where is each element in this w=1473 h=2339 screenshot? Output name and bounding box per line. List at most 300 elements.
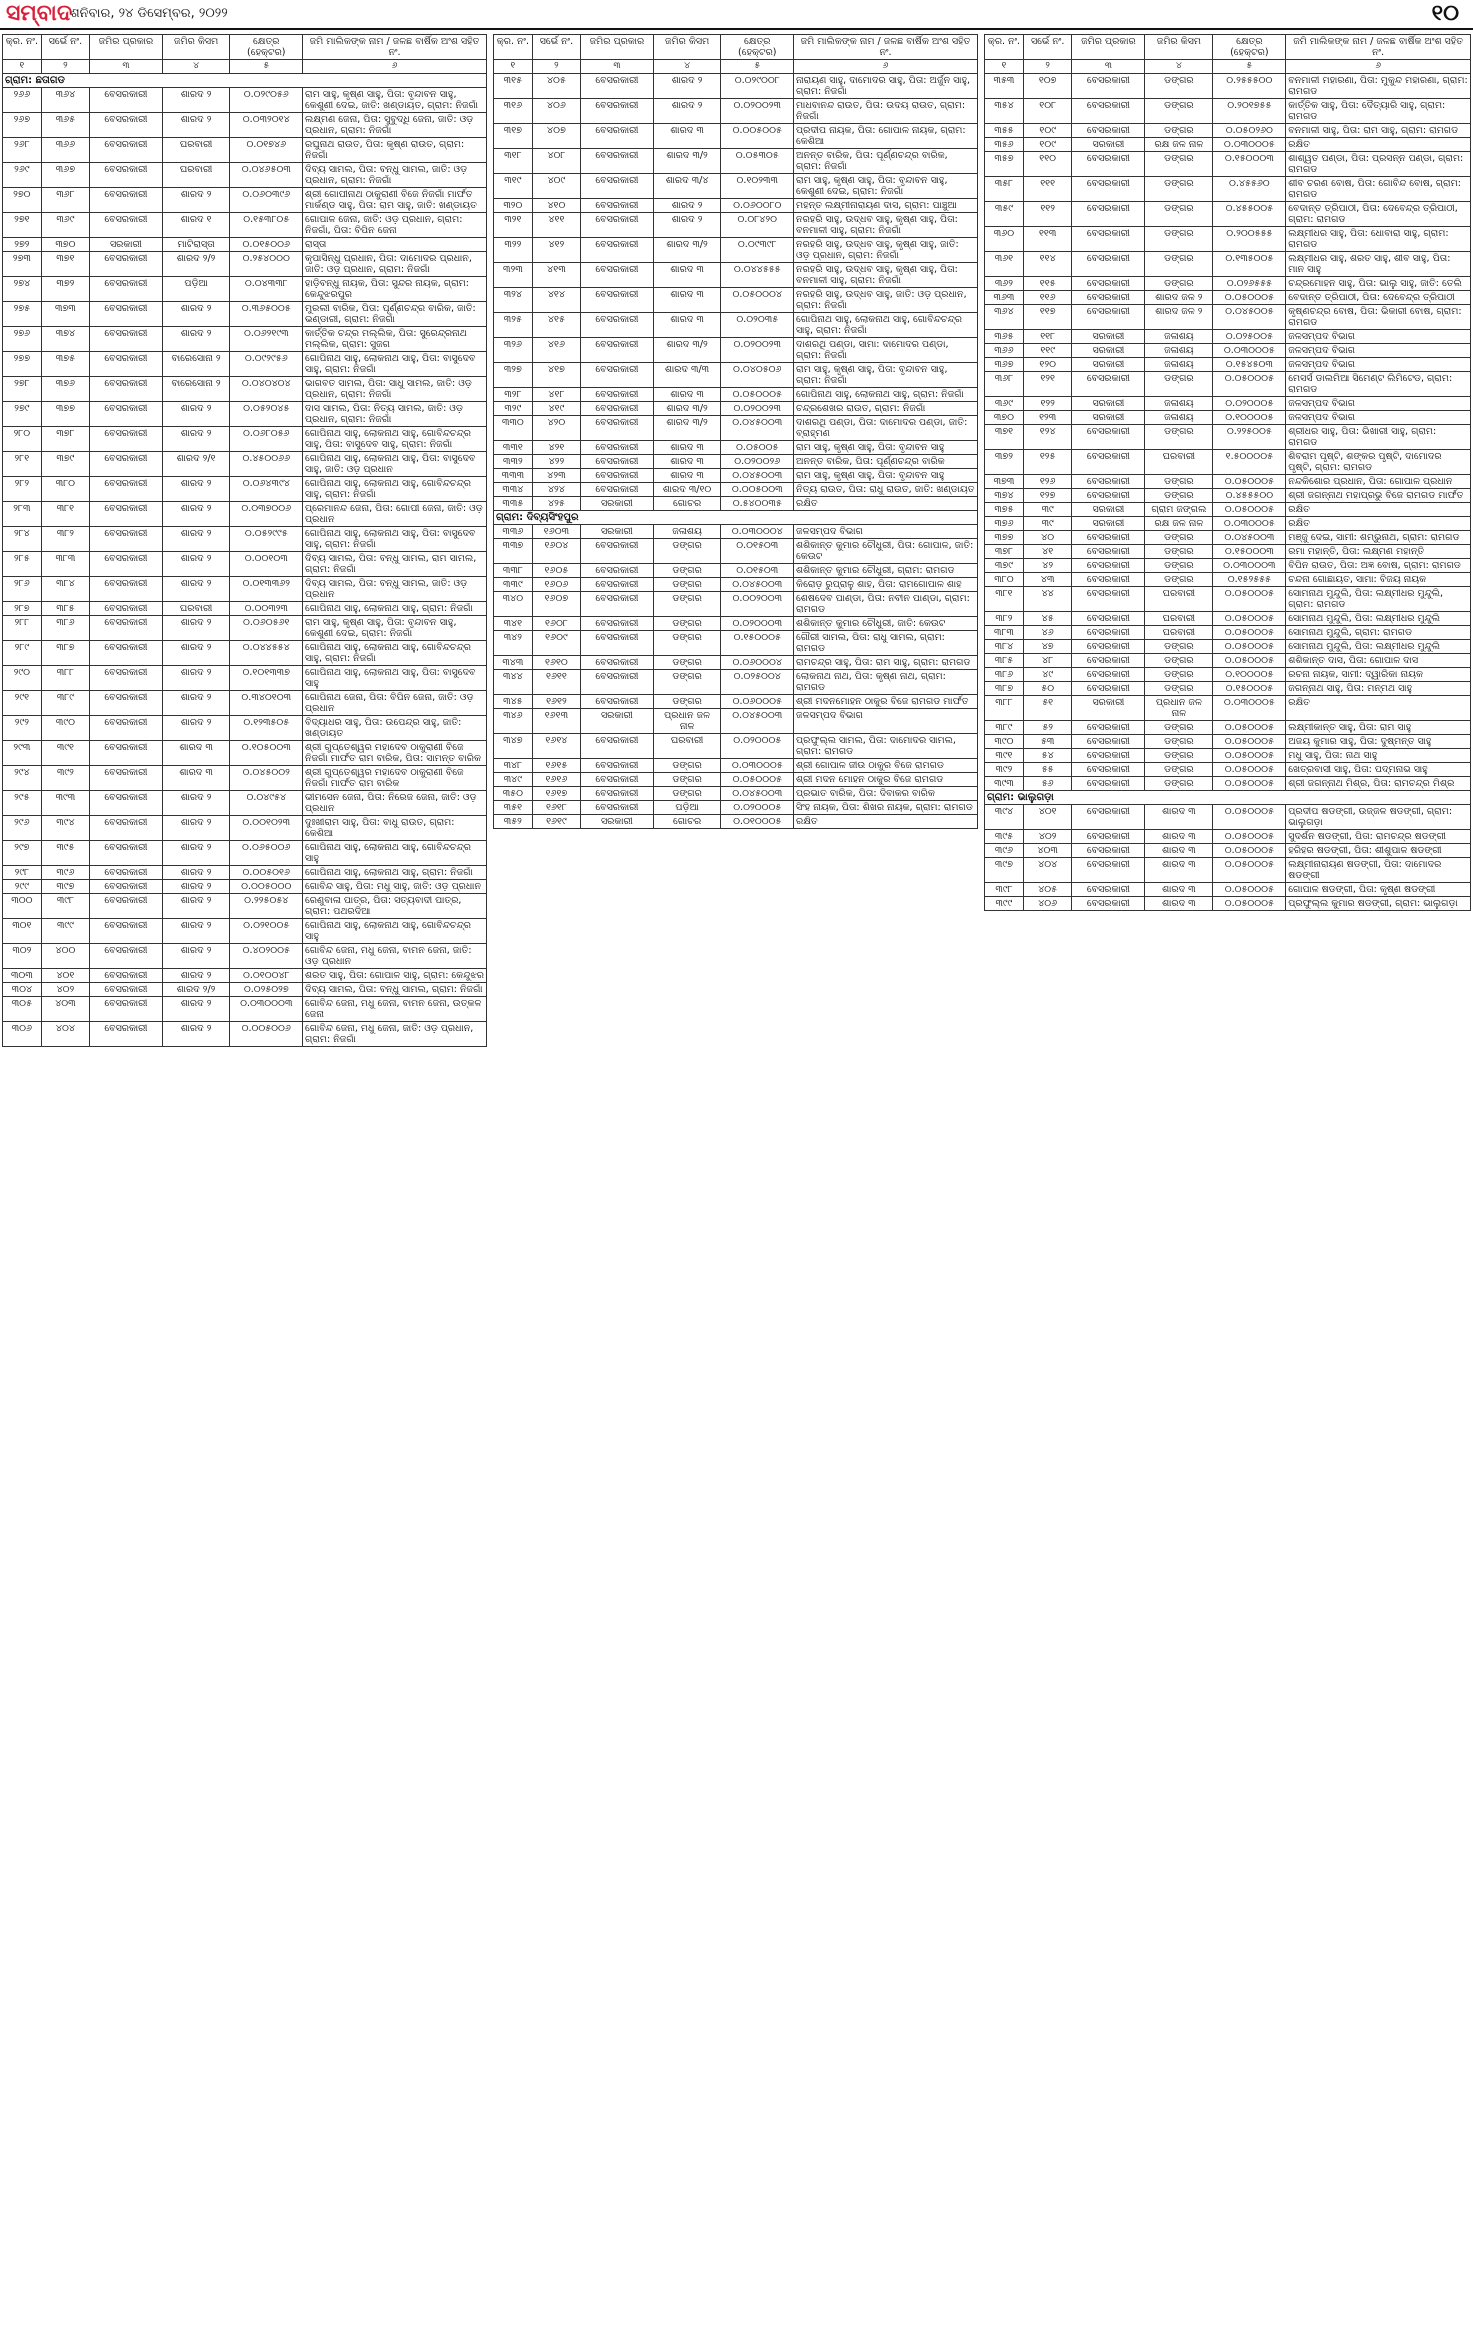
cell-sl: ୨୯୬ (3, 816, 42, 841)
cell-type: ସରକାରୀ (581, 525, 654, 539)
cell-area: ୦.୦୧୦୦୦୫ (721, 815, 794, 829)
header-owner: ଜମି ମାଲିକଙ୍କ ନାମ / ଜଳଛ ବାର୍ଷିକ ଅଂଶ ସହିତ ନଂ. (1286, 35, 1471, 60)
table-row (985, 330, 1471, 344)
cell-area: ୦.୦୬୦୦୦୪ (721, 656, 794, 670)
table-row (985, 124, 1471, 138)
cell-kisam: ଶାରଦ ୩/୨ (653, 149, 721, 174)
cell-type: ବେସରକାରୀ (581, 441, 654, 455)
table-row (494, 525, 978, 539)
cell-kisam: ଶାରଦ ୩ (1145, 858, 1213, 883)
header-number: ୧ (985, 60, 1024, 74)
cell-kisam: ଡଙ୍ଗର (653, 670, 721, 695)
table-row (985, 531, 1471, 545)
cell-owner: ଗୋପିନାଥ ସାହୁ, ଲୋକନାଥ ସାହୁ, ଗୋବିନ୍ଦଚନ୍ଦ୍ର ସାହୁ, ଗ୍ରାମ: ନିଜଗାଁ (303, 477, 487, 502)
cell-sl: ୩୦୩ (3, 969, 42, 983)
cell-owner: ଜଳସମ୍ପଦ ବିଭାଗ (1286, 330, 1471, 344)
cell-type: ବେସରକାରୀ (1072, 749, 1145, 763)
village-row (985, 791, 1471, 805)
cell-kisam: ଶାରଦ ୩/୨ (653, 402, 721, 416)
table-row (3, 641, 487, 666)
header-type: ଜମିର ପ୍ରକାର (1072, 35, 1145, 60)
cell-type: ବେସରକାରୀ (1072, 74, 1145, 99)
cell-plot: ୩୮୫ (41, 602, 89, 616)
cell-type: ବେସରକାରୀ (581, 670, 654, 695)
cell-plot: ୧୨୩ (1023, 411, 1072, 425)
cell-type: ବେସରକାରୀ (90, 919, 163, 944)
cell-type: ବେସରକାରୀ (90, 866, 163, 880)
cell-area: ୦.୧୫୦୦୦୩ (1213, 152, 1286, 177)
cell-kisam: ଜଳାଶୟ (1145, 344, 1213, 358)
cell-sl: ୩୬୧ (985, 252, 1024, 277)
cell-owner: ଶାଶ୍ୱତ ପଣ୍ଡା, ପିତା: ପ୍ରସନ୍ନ ପଣ୍ଡା, ଗ୍ରାମ: ରାମଗଡ (1286, 152, 1471, 177)
table-row (985, 291, 1471, 305)
table-row (3, 188, 487, 213)
cell-sl: ୩୭୪ (985, 489, 1024, 503)
table-row (985, 277, 1471, 291)
cell-plot: ୪୦୩ (41, 997, 89, 1022)
cell-plot: ୩୮୦ (41, 477, 89, 502)
cell-area: ୦.୦୦୫୦୦୦ (230, 880, 303, 894)
cell-kisam: ଶାରଦ ୨ (162, 641, 230, 666)
cell-kisam: ଡଙ୍ଗର (653, 759, 721, 773)
cell-kisam: ଡଙ୍ଗର (1145, 735, 1213, 749)
cell-plot: ୧୧୯ (1023, 344, 1072, 358)
header-plot: ସର୍ଭେ ନଂ. (1023, 35, 1072, 60)
cell-plot: ୧୬୧୨ (532, 695, 580, 709)
cell-type: ବେସରକାରୀ (1072, 450, 1145, 475)
cell-sl: ୩୯୪ (985, 805, 1024, 830)
cell-owner: ଶ୍ରୀ ଜଗନ୍ନାଥ ମହାପ୍ରଭୁ ବିଜେ ରାମଗଡ ମାର୍ଫତ (1286, 489, 1471, 503)
cell-plot: ୧୬୧୮ (532, 801, 580, 815)
table-row (494, 199, 978, 213)
cell-sl: ୩୧୮ (494, 149, 533, 174)
cell-kisam: ଡଙ୍ଗର (1145, 475, 1213, 489)
header-plot: ସର୍ଭେ ନଂ. (532, 35, 580, 60)
cell-plot: ୩୭୪ (41, 327, 89, 352)
cell-plot: ୧୬୦୮ (532, 617, 580, 631)
cell-sl: ୨୯୩ (3, 741, 42, 766)
cell-owner: ସୋମନାଥ ମୁନ୍ଦୁଲି, ପିତା: ଲକ୍ଷ୍ମୀଧର ମୁନ୍ଦୁଲି, ଗ୍ରାମ: ରାମଗଡ (1286, 587, 1471, 612)
cell-area: ୦.୦୩୦୦୦୫ (1213, 517, 1286, 531)
cell-plot: ୩୯୫ (41, 841, 89, 866)
cell-area: ୦.୦୬୦୦୦୫ (721, 695, 794, 709)
cell-area: ୦.୪୫୦୦୬୬ (230, 452, 303, 477)
cell-owner: ରକ୍ଷିତ (794, 815, 978, 829)
cell-kisam: ଶାରଦ ୩ (1145, 844, 1213, 858)
cell-area: ୦.୦୫୦୦୦୫ (1213, 503, 1286, 517)
table-row (3, 327, 487, 352)
cell-type: ବେସରକାରୀ (581, 149, 654, 174)
table-row (494, 815, 978, 829)
cell-owner: ଲକ୍ଷ୍ମୀକାନ୍ତ ସାହୁ, ପିତା: ରାମ ସାହୁ (1286, 721, 1471, 735)
cell-type: ବେସରକାରୀ (90, 452, 163, 477)
cell-sl: ୩୨୨ (494, 238, 533, 263)
cell-owner: ଖେତ୍ରବାସୀ ସାହୁ, ପିତା: ପଦ୍ମନାଭ ସାହୁ (1286, 763, 1471, 777)
table-row (494, 288, 978, 313)
cell-kisam: ଶାରଦ ୨ (653, 74, 721, 99)
cell-area: ୦.୧୫୦୦୦୫ (1213, 682, 1286, 696)
table-row (985, 177, 1471, 202)
cell-plot: ୪୧୩ (532, 263, 580, 288)
cell-owner: ପ୍ରଭାତ ବାରିକ, ପିତା: ଦିବାକର ବାରିକ (794, 787, 978, 801)
cell-area: ୦.୦୫୦୦୦୫ (721, 773, 794, 787)
cell-plot: ୩୬୭ (41, 163, 89, 188)
cell-area: ୦.୦୪୦୫୦୬ (721, 363, 794, 388)
cell-sl: ୩୦୬ (3, 1022, 42, 1047)
cell-area: ୦.୦୯୨୯୫୬ (230, 352, 303, 377)
cell-area: ୦.୦୩୦୦୦୫ (1213, 138, 1286, 152)
cell-owner: ରକ୍ଷିତ (794, 497, 978, 511)
cell-plot: ୩୯୦ (41, 716, 89, 741)
cell-plot: ୪୭ (1023, 640, 1072, 654)
cell-area: ୦.୦୫୦୦୦୫ (1213, 654, 1286, 668)
masthead-rule (0, 28, 1473, 30)
cell-owner: ରାମ ସାହୁ, କୃଷ୍ଣ ସାହୁ, ପିତା: ବୃନ୍ଦାବନ ସାହୁ, କେଶୁଣୀ ଦେଇ, ଗ୍ରାମ: ନିଜଗାଁ (303, 616, 487, 641)
table-row (494, 99, 978, 124)
table-row (985, 696, 1471, 721)
cell-type: ବେସରକାରୀ (581, 631, 654, 656)
cell-sl: ୨୭୨ (3, 238, 42, 252)
cell-owner: ନାରାୟଣ ସାହୁ, ଦାମୋଦର ସାହୁ, ପିତା: ଅର୍ଜୁନ ସାହୁ, ଗ୍ରାମ: ନିଜଗାଁ (794, 74, 978, 99)
table-row (3, 766, 487, 791)
table-row (985, 858, 1471, 883)
cell-plot: ୩୭୦ (41, 238, 89, 252)
cell-type: ବେସରକାରୀ (1072, 573, 1145, 587)
table-row (494, 497, 978, 511)
table-row (985, 489, 1471, 503)
cell-kisam: ଡଙ୍ଗର (653, 617, 721, 631)
cell-area: ୦.୦୩୦୦୦୩ (1213, 559, 1286, 573)
cell-plot: ୩୮୧ (41, 502, 89, 527)
table-row (494, 617, 978, 631)
table-row (494, 388, 978, 402)
cell-type: ବେସରକାରୀ (1072, 372, 1145, 397)
cell-kisam: ଡଙ୍ଗର (1145, 252, 1213, 277)
cell-owner: ଶଶିକାନ୍ତ ଦାସ, ପିତା: ଗୋପାଳ ଦାସ (1286, 654, 1471, 668)
cell-type: ବେସରକାରୀ (581, 416, 654, 441)
cell-plot: ୩୯୭ (41, 880, 89, 894)
village-row (3, 74, 487, 88)
column-1 (2, 34, 487, 2334)
cell-plot: ୧୬୧୫ (532, 759, 580, 773)
cell-sl: ୩୪୮ (494, 759, 533, 773)
cell-sl: ୨୭୫ (3, 302, 42, 327)
cell-sl: ୩୫୬ (985, 138, 1024, 152)
cell-owner: ହାଡ଼ିବନ୍ଧୁ ନାୟକ, ପିତା: ସୁନ୍ଦର ନାୟକ, ଗ୍ରାମ: କେନ୍ଦୁଝରପୁର (303, 277, 487, 302)
cell-area: ୦.୦୪୫୦୦୨ (230, 766, 303, 791)
cell-plot: ୪୨ (1023, 559, 1072, 573)
cell-kisam: ଡଙ୍ଗର (653, 592, 721, 617)
cell-area: ୦.୦୦୧୦୩ (230, 552, 303, 577)
cell-kisam: ବାରେସୋନା ୨ (162, 377, 230, 402)
cell-sl: ୨୮୨ (3, 477, 42, 502)
cell-plot: ୩୯୬ (41, 866, 89, 880)
cell-kisam: ଘରବାରୀ (1145, 626, 1213, 640)
cell-kisam: ଶାରଦ ୩/୨ (653, 416, 721, 441)
cell-sl: ୩୬୪ (985, 305, 1024, 330)
cell-owner: ଗୋପିନାଥ ସାହୁ, ଲୋକନାଥ ସାହୁ, ଗୋବିନ୍ଦଚନ୍ଦ୍ର ସାହୁ, ପିତା: ବାସୁଦେବ ସାହୁ, ଗ୍ରାମ: ନିଜଗାଁ (303, 427, 487, 452)
masthead (0, 0, 1473, 26)
cell-area: ୦.୦୧୫୦୩ (721, 539, 794, 564)
cell-type: ବେସରକାରୀ (1072, 640, 1145, 654)
table-row (3, 741, 487, 766)
cell-kisam: ଶାରଦ ୨ (162, 113, 230, 138)
cell-plot: ୩୯୪ (41, 816, 89, 841)
cell-owner: ଶ୍ରୀ ମଦନ ମୋହନ ଠାକୁର ବିଜେ ରାମଗଡ (794, 773, 978, 787)
cell-area: ୦.୦୪୪୫୫୫ (721, 263, 794, 288)
cell-area: ୦.୦୫୦୦୦୫ (1213, 626, 1286, 640)
cell-sl: ୨୬୯ (3, 163, 42, 188)
cell-plot: ୪୦୨ (41, 983, 89, 997)
table-row (985, 805, 1471, 830)
cell-type: ବେସରକାରୀ (90, 616, 163, 641)
cell-sl: ୨୭୮ (3, 377, 42, 402)
land-table-2 (493, 34, 978, 829)
cell-owner: ଦାସ ସାମଲ, ପିତା: ନିତ୍ୟ ସାମଲ, ଜାତି: ଓଡ଼ ପ୍ରଧାନ, ଗ୍ରାମ: ନିଜଗାଁ (303, 402, 487, 427)
table-row (985, 735, 1471, 749)
cell-kisam: ରକ୍ଷ ଜଳ ନାଳ (1145, 517, 1213, 531)
cell-owner: ଜଳସମ୍ପଦ ବିଭାଗ (1286, 397, 1471, 411)
cell-kisam: ଶାରଦ ୨ (162, 527, 230, 552)
cell-sl: ୩୦୦ (3, 894, 42, 919)
cell-owner: ଗୌରୀ ସାମଲ, ପିତା: ରାଧୁ ସାମଲ, ଗ୍ରାମ: ରାମଗଡ (794, 631, 978, 656)
cell-owner: ଗୋପିନାଥ ସାହୁ, ଲୋକନାଥ ସାହୁ, ଗୋବିନ୍ଦଚନ୍ଦ୍ର ସାହୁ, ଗ୍ରାମ: ନିଜଗାଁ (794, 313, 978, 338)
table-row (3, 252, 487, 277)
cell-owner: ମେସର୍ସ ଡାଲମିଆ ସିମେଣ୍ଟ ଲିମିଟେଡ, ଗ୍ରାମ: ରାମଗଡ (1286, 372, 1471, 397)
cell-sl: ୩୮୪ (985, 640, 1024, 654)
cell-plot: ୪୨୪ (532, 483, 580, 497)
cell-plot: ୧୧୭ (1023, 305, 1072, 330)
table-row (985, 612, 1471, 626)
table-row (494, 402, 978, 416)
table-row (985, 573, 1471, 587)
cell-area: ୦.୦୫୦୦୦୫ (1213, 640, 1286, 654)
cell-type: ବେସରକାରୀ (1072, 777, 1145, 791)
cell-kisam: ଶାରଦ ୨ (162, 944, 230, 969)
cell-sl: ୨୯୮ (3, 866, 42, 880)
cell-type: ବେସରକାରୀ (581, 564, 654, 578)
table-row (3, 577, 487, 602)
cell-plot: ୧୦୮ (1023, 99, 1072, 124)
cell-type: ବେସରକାରୀ (581, 124, 654, 149)
village-name: ଗ୍ରାମ: ଭାଲୁଗଡ଼ା (985, 791, 1471, 805)
cell-type: ବେସରକାରୀ (581, 656, 654, 670)
header-kisam: ଜମିର କିସମ (653, 35, 721, 60)
table-row (985, 559, 1471, 573)
cell-sl: ୩୭୬ (985, 517, 1024, 531)
cell-owner: ଗୋପିନାଥ ସାହୁ, ଲୋକନାଥ ସାହୁ, ପିତା: ବାସୁଦେବ ସାହୁ, ଗ୍ରାମ: ନିଜଗାଁ (303, 527, 487, 552)
cell-sl: ୩୮୧ (985, 587, 1024, 612)
header-number: ୩ (581, 60, 654, 74)
header-owner: ଜମି ମାଲିକଙ୍କ ନାମ / ଜଳଛ ବାର୍ଷିକ ଅଂଶ ସହିତ ନଂ. (794, 35, 978, 60)
cell-plot: ୪୦୧ (41, 969, 89, 983)
cell-type: ବେସରକାରୀ (90, 163, 163, 188)
cell-plot: ୪୦୬ (532, 99, 580, 124)
table-row (494, 564, 978, 578)
cell-type: ବେସରକାରୀ (1072, 559, 1145, 573)
cell-kisam: ଶାରଦ ୩/୨ (653, 238, 721, 263)
cell-sl: ୩୭୦ (985, 411, 1024, 425)
cell-kisam: ଗୋଚର (653, 497, 721, 511)
village-name: ଗ୍ରାମ: ଛତାଗଡ (3, 74, 487, 88)
cell-plot: ୪୧୬ (532, 338, 580, 363)
cell-area: ୦.୦୩୦୦୦୫ (1213, 344, 1286, 358)
cell-sl: ୨୯୭ (3, 841, 42, 866)
table-row (3, 894, 487, 919)
cell-type: ବେସରକାରୀ (1072, 883, 1145, 897)
cell-area: ୦.୦୩୦୦୦୪ (721, 525, 794, 539)
cell-owner: ନିତ୍ୟ ରାଉତ, ପିତା: ରାଧୁ ରାଉତ, ଜାତି: ଖଣ୍ଡାୟତ (794, 483, 978, 497)
cell-plot: ୧୧୧ (1023, 177, 1072, 202)
header-sl: କ୍ର. ନଂ. (985, 35, 1024, 60)
cell-owner: ଶ୍ରୀଧର ସାହୁ, ପିତା: ଭିଖାରୀ ସାହୁ, ଗ୍ରାମ: ରାମଗଡ (1286, 425, 1471, 450)
cell-type: ବେସରକାରୀ (1072, 489, 1145, 503)
cell-sl: ୨୭୪ (3, 277, 42, 302)
table-row (985, 777, 1471, 791)
cell-owner: ଚନ୍ଦନା ଗୋଛାୟତ, ସାମା: ବିଜୟ ନାୟକ (1286, 573, 1471, 587)
cell-area: ୦.୦୪୫୦୦୩ (721, 709, 794, 734)
cell-plot: ୩୮୬ (41, 616, 89, 641)
cell-type: ବେସରକାରୀ (1072, 177, 1145, 202)
table-row (494, 124, 978, 149)
cell-sl: ୩୩୮ (494, 564, 533, 578)
cell-owner: ଅନନ୍ତ ବାରିକ, ପିତା: ପୂର୍ଣ୍ଣଚନ୍ଦ୍ର ବାରିକ, ଗ୍ରାମ: ନିଜଗାଁ (794, 149, 978, 174)
cell-sl: ୨୬୮ (3, 138, 42, 163)
cell-sl: ୩୫୮ (985, 177, 1024, 202)
cell-sl: ୩୦୪ (3, 983, 42, 997)
cell-plot: ୧୬୦୪ (532, 539, 580, 564)
cell-type: ବେସରକାରୀ (1072, 805, 1145, 830)
cell-kisam: ଘରବାରୀ (1145, 587, 1213, 612)
cell-sl: ୩୩୨ (494, 455, 533, 469)
header-number: ୬ (1286, 60, 1471, 74)
cell-type: ବେସରକାରୀ (90, 741, 163, 766)
cell-type: ବେସରକାରୀ (1072, 721, 1145, 735)
cell-type: ବେସରକାରୀ (581, 338, 654, 363)
cell-owner: ବନମାଳୀ ସାହୁ, ପିତା: ରାମ ସାହୁ, ଗ୍ରାମ: ରାମଗଡ (1286, 124, 1471, 138)
cell-type: ବେସରକାରୀ (90, 666, 163, 691)
cell-plot: ୪୦୭ (532, 124, 580, 149)
cell-area: ୦.୧୨୩୫୦୫ (230, 716, 303, 741)
table-row (3, 163, 487, 188)
table-row (3, 602, 487, 616)
cell-kisam: ଶାରଦ ୩/୩ (653, 363, 721, 388)
cell-type: ବେସରକାରୀ (90, 477, 163, 502)
cell-sl: ୩୮୦ (985, 573, 1024, 587)
cell-owner: ଗୋବିନ୍ଦ ଜେନା, ମଧୁ ଜେନା, ଜାତି: ଓଡ଼ ପ୍ରଧାନ, ଗ୍ରାମ: ନିଜଗାଁ (303, 1022, 487, 1047)
cell-plot: ୧୬୧୬ (532, 773, 580, 787)
table-row (494, 483, 978, 497)
cell-owner: ଦାଶରଥି ପଣ୍ଡା, ପିତା: ଦାମୋଦର ପଣ୍ଡା, ଜାତି: ବ୍ରାହ୍ମଣ (794, 416, 978, 441)
cell-sl: ୨୯୯ (3, 880, 42, 894)
cell-area: ୦.୦୬୪୩୯୪ (230, 477, 303, 502)
cell-area: ୦.୦୪୦୪୦୪ (230, 377, 303, 402)
cell-area: ୦.୨୨୫୦୫୪ (230, 894, 303, 919)
header-kisam: ଜମିର କିସମ (162, 35, 230, 60)
cell-owner: ପ୍ରଫୁଲ୍ଲ କୁମାର ଷଡଙ୍ଗୀ, ଗ୍ରାମ: ଭାଲୁଗଡ଼ା (1286, 897, 1471, 911)
cell-plot: ୫୪ (1023, 749, 1072, 763)
cell-sl: ୨୯୪ (3, 766, 42, 791)
cell-owner: କିରୋଡ଼ ରୁପ୍ରାଳୁ ଶାହ, ପିତା: ରାମଗୋପାଳ ଶାହ (794, 578, 978, 592)
cell-sl: ୩୨୬ (494, 338, 533, 363)
cell-kisam: ଶାରଦ ୨ (162, 1022, 230, 1047)
cell-type: ବେସରକାରୀ (1072, 531, 1145, 545)
cell-sl: ୨୮୭ (3, 602, 42, 616)
table-row (985, 668, 1471, 682)
cell-kisam: ଜଳାଶୟ (1145, 397, 1213, 411)
header-sl: କ୍ର. ନଂ. (3, 35, 42, 60)
cell-type: ବେସରକାରୀ (1072, 425, 1145, 450)
cell-sl: ୨୬୭ (3, 113, 42, 138)
cell-plot: ୪୧୧ (532, 213, 580, 238)
cell-owner: କାର୍ତ୍ତିକ ଚନ୍ଦ୍ର ମଲ୍ଲିକ, ପିତା: ସୁରେନ୍ଦ୍ରନାଥ ମଲ୍ଲିକ, ଗ୍ରାମ: ସୁଜଗ (303, 327, 487, 352)
cell-type: ସରକାରୀ (1072, 503, 1145, 517)
cell-plot: ୧୨୫ (1023, 450, 1072, 475)
table-row (3, 841, 487, 866)
cell-plot: ୩୮୭ (41, 641, 89, 666)
cell-owner: ସୋମନାଥ ମୁନ୍ଦୁଲି, ପିତା: ଲକ୍ଷ୍ମୀଧର ମୁନ୍ଦୁଲି (1286, 640, 1471, 654)
cell-area: ୦.୩୬୫୦୦୫ (230, 302, 303, 327)
cell-owner: ରେଣୁବାଳା ପାତ୍ର, ପିତା: ସତ୍ୟବାଦୀ ପାତ୍ର, ଗ୍ରାମ: ପଥରଦିଆ (303, 894, 487, 919)
cell-type: ବେସରକାରୀ (1072, 897, 1145, 911)
table-row (985, 74, 1471, 99)
header-number: ୩ (90, 60, 163, 74)
cell-sl: ୩୮୯ (985, 721, 1024, 735)
header-number-row (3, 60, 487, 74)
cell-area: ୦.୦୨୫୦୦୪ (721, 670, 794, 695)
cell-plot: ୩୬୪ (41, 88, 89, 113)
cell-sl: ୩୪୩ (494, 656, 533, 670)
cell-area: ୦.୦୪୫୦୦୩ (721, 416, 794, 441)
cell-kisam: ଶାରଦ ୩/୧୦ (653, 483, 721, 497)
cell-plot: ୧୬୦୬ (532, 578, 580, 592)
table-row (3, 791, 487, 816)
cell-plot: ୩୮୮ (41, 666, 89, 691)
cell-kisam: ଶାରଦ ୩ (162, 766, 230, 791)
cell-owner: ସିଂହ ନାୟକ, ପିତା: ଶିଖର ନାୟକ, ଗ୍ରାମ: ରାମଗଡ (794, 801, 978, 815)
cell-plot: ୩୬୫ (41, 113, 89, 138)
cell-plot: ୩୭୭ (41, 402, 89, 427)
cell-plot: ୩୯ (1023, 517, 1072, 531)
table-row (494, 670, 978, 695)
cell-sl: ୩୮୫ (985, 654, 1024, 668)
cell-area: ୦.୦୪୬୫୦୩ (230, 163, 303, 188)
table-row (985, 358, 1471, 372)
cell-type: ବେସରକାରୀ (581, 174, 654, 199)
cell-kisam: ଡଙ୍ଗର (1145, 573, 1213, 587)
header-number: ୫ (1213, 60, 1286, 74)
cell-area: ୦.୨୦୦୫୫୫ (1213, 227, 1286, 252)
cell-area: ୦.୦୩୭୦୦୬ (230, 502, 303, 527)
cell-type: ସରକାରୀ (1072, 330, 1145, 344)
cell-owner: ଜଳସମ୍ପଦ ବିଭାଗ (1286, 358, 1471, 372)
cell-area: ୦.୦୫୦୨୬୦ (1213, 124, 1286, 138)
cell-type: ବେସରକାରୀ (1072, 545, 1145, 559)
cell-kisam: ଡଙ୍ଗର (653, 631, 721, 656)
cell-area: ୦.୦୫୦୦୦୫ (1213, 858, 1286, 883)
cell-sl: ୩୪୪ (494, 670, 533, 695)
cell-kisam: ଡଙ୍ଗର (653, 695, 721, 709)
cell-type: ବେସରକାରୀ (90, 691, 163, 716)
cell-sl: ୨୮୬ (3, 577, 42, 602)
cell-owner: ଗୋପାଳ ଷଡଙ୍ଗୀ, ପିତା: କୃଷ୍ଣ ଷଡଙ୍ଗୀ (1286, 883, 1471, 897)
cell-area: ୦.୦୯୩୯୮ (721, 238, 794, 263)
cell-owner: ସୋମନାଥ ମୁନ୍ଦୁଲି, ପିତା: ଲକ୍ଷ୍ମୀଧର ମୁନ୍ଦୁଲି (1286, 612, 1471, 626)
cell-area: ୦.୦୦୩୨୩ (230, 602, 303, 616)
cell-kisam: ଶାରଦ ୨ (162, 427, 230, 452)
cell-kisam: ଶାରଦ ୨ (162, 997, 230, 1022)
cell-owner: ନରହରି ସାହୁ, ଉଦ୍ଧବ ସାହୁ, ଜାତି: ଓଡ଼ ପ୍ରଧାନ, ଗ୍ରାମ: ନିଜଗାଁ (794, 288, 978, 313)
